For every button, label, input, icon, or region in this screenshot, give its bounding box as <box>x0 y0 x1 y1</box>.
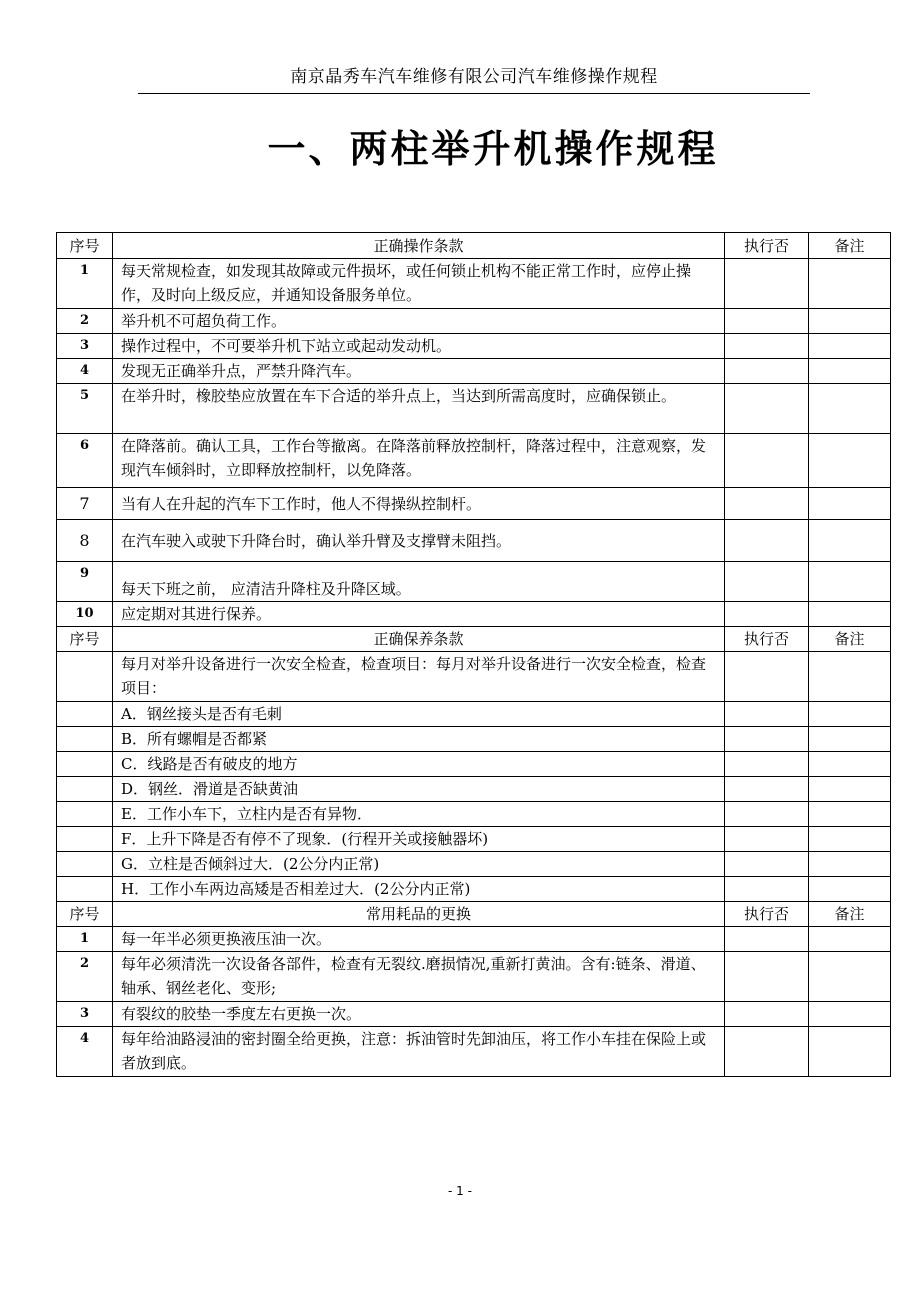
row-num: 5 <box>57 384 113 434</box>
row-num: 1 <box>57 259 113 309</box>
row-text: 在降落前。确认工具，工作台等撤离。在降落前释放控制杆，降落过程中，注意观察，发现汽车倾斜时，立即释放控制杆，以免降落。 <box>113 434 725 488</box>
row-num: 4 <box>57 359 113 384</box>
remarks-cell[interactable] <box>809 520 891 562</box>
remarks-cell[interactable] <box>809 384 891 434</box>
row-num <box>57 752 113 777</box>
table-row <box>57 1002 891 1027</box>
executed-cell[interactable] <box>725 827 809 852</box>
remarks-cell[interactable] <box>809 752 891 777</box>
row-text: C．线路是否有破皮的地方 <box>113 752 725 777</box>
remarks-cell[interactable] <box>809 877 891 902</box>
table-header-row <box>57 627 891 652</box>
executed-cell[interactable] <box>725 259 809 309</box>
row-num <box>57 827 113 852</box>
row-num: 3 <box>57 334 113 359</box>
table-row <box>57 488 891 520</box>
row-text: H．工作小车两边高矮是否相差过大．(2公分内正常) <box>113 877 725 902</box>
page-title: 一、两柱举升机操作规程 <box>267 127 719 171</box>
row-text: G．立柱是否倾斜过大．(2公分内正常) <box>113 852 725 877</box>
row-text: B．所有螺帽是否都紧 <box>113 727 725 752</box>
executed-cell[interactable] <box>725 927 809 952</box>
row-num: 4 <box>57 1027 113 1077</box>
remarks-cell[interactable] <box>809 702 891 727</box>
table-row <box>57 602 891 627</box>
executed-cell[interactable] <box>725 434 809 488</box>
row-num: 10 <box>57 602 113 627</box>
header-content: 正确操作条款 <box>113 233 725 259</box>
row-text: 应定期对其进行保养。 <box>113 602 725 627</box>
executed-cell[interactable] <box>725 777 809 802</box>
remarks-cell[interactable] <box>809 802 891 827</box>
table-row <box>57 259 891 309</box>
header-content: 常用耗品的更换 <box>113 902 725 927</box>
table-row <box>57 827 891 852</box>
executed-cell[interactable] <box>725 309 809 334</box>
remarks-cell[interactable] <box>809 309 891 334</box>
header-executed: 执行否 <box>725 902 809 927</box>
header-executed: 执行否 <box>725 233 809 259</box>
executed-cell[interactable] <box>725 702 809 727</box>
table-row <box>57 702 891 727</box>
row-num: 8 <box>57 520 113 562</box>
table-row <box>57 359 891 384</box>
row-text: 在汽车驶入或驶下升降台时，确认举升臂及支撑臂未阻挡。 <box>113 520 725 562</box>
table-row <box>57 927 891 952</box>
executed-cell[interactable] <box>725 877 809 902</box>
table-row <box>57 309 891 334</box>
executed-cell[interactable] <box>725 562 809 602</box>
remarks-cell[interactable] <box>809 777 891 802</box>
row-num: 2 <box>57 952 113 1002</box>
company-title: 南京晶秀车汽车维修有限公司汽车维修操作规程 <box>290 67 658 87</box>
row-num <box>57 877 113 902</box>
executed-cell[interactable] <box>725 852 809 877</box>
remarks-cell[interactable] <box>809 359 891 384</box>
header-content: 正确保养条款 <box>113 627 725 652</box>
row-num <box>57 727 113 752</box>
row-text: 每天下班之前， 应清洁升降柱及升降区域。 <box>113 562 725 602</box>
table-row <box>57 752 891 777</box>
row-text: D．钢丝．滑道是否缺黄油 <box>113 777 725 802</box>
remarks-cell[interactable] <box>809 434 891 488</box>
remarks-cell[interactable] <box>809 1027 891 1077</box>
header-executed: 执行否 <box>725 627 809 652</box>
table-row <box>57 777 891 802</box>
table-row <box>57 1027 891 1077</box>
row-text: E．工作小车下，立柱内是否有异物． <box>113 802 725 827</box>
table-row <box>57 384 891 434</box>
page-footer <box>0 1184 920 1198</box>
executed-cell[interactable] <box>725 802 809 827</box>
remarks-cell[interactable] <box>809 827 891 852</box>
row-text: 每年给油路浸油的密封圈全给更换，注意：拆油管时先卸油压，将工作小车挂在保险上或者放到底。 <box>113 1027 725 1077</box>
row-text: 在举升时，橡胶垫应放置在车下合适的举升点上，当达到所需高度时，应确保锁止。 <box>113 384 725 434</box>
remarks-cell[interactable] <box>809 1002 891 1027</box>
row-num <box>57 852 113 877</box>
table-header-row <box>57 233 891 259</box>
executed-cell[interactable] <box>725 359 809 384</box>
row-num: 2 <box>57 309 113 334</box>
executed-cell[interactable] <box>725 520 809 562</box>
row-num <box>57 652 113 702</box>
executed-cell[interactable] <box>725 752 809 777</box>
header-num: 序号 <box>57 233 113 259</box>
table-row <box>57 852 891 877</box>
header-remarks: 备注 <box>809 627 891 652</box>
document-header <box>138 60 810 94</box>
remarks-cell[interactable] <box>809 852 891 877</box>
header-num: 序号 <box>57 902 113 927</box>
header-num: 序号 <box>57 627 113 652</box>
remarks-cell[interactable] <box>809 952 891 1002</box>
procedure-table <box>56 232 891 1077</box>
row-num: 7 <box>57 488 113 520</box>
executed-cell[interactable] <box>725 952 809 1002</box>
row-num: 6 <box>57 434 113 488</box>
row-num <box>57 777 113 802</box>
row-num: 9 <box>57 562 113 602</box>
row-text: 每年必须清洗一次设备各部件，检查有无裂纹.磨损情况,重新打黄油。含有:链条、滑道、轴承、钢丝老化、变形; <box>113 952 725 1002</box>
row-text: 每一年半必须更换液压油一次。 <box>113 927 725 952</box>
table-header-row <box>57 902 891 927</box>
row-text: 有裂纹的胶垫一季度左右更换一次。 <box>113 1002 725 1027</box>
row-num: 1 <box>57 927 113 952</box>
row-text: 每天常规检查，如发现其故障或元件损坏，或任何锁止机构不能正常工作时，应停止操作，及时向上级反应，并通知设备服务单位。 <box>113 259 725 309</box>
row-text: F．上升下降是否有停不了现象．(行程开关或接触器坏) <box>113 827 725 852</box>
row-text: 当有人在升起的汽车下工作时，他人不得操纵控制杆。 <box>113 488 725 520</box>
header-remarks: 备注 <box>809 902 891 927</box>
remarks-cell[interactable] <box>809 727 891 752</box>
executed-cell[interactable] <box>725 384 809 434</box>
table-row <box>57 334 891 359</box>
remarks-cell[interactable] <box>809 488 891 520</box>
table-row <box>57 434 891 488</box>
table-row <box>57 877 891 902</box>
executed-cell[interactable] <box>725 1002 809 1027</box>
executed-cell[interactable] <box>725 602 809 627</box>
remarks-cell[interactable] <box>809 652 891 702</box>
executed-cell[interactable] <box>725 727 809 752</box>
row-num <box>57 702 113 727</box>
remarks-cell[interactable] <box>809 334 891 359</box>
table-row <box>57 652 891 702</box>
remarks-cell[interactable] <box>809 602 891 627</box>
row-num <box>57 802 113 827</box>
row-text: 操作过程中，不可要举升机下站立或起动发动机。 <box>113 334 725 359</box>
executed-cell[interactable] <box>725 488 809 520</box>
page-number: - 1 - <box>448 1184 472 1198</box>
row-text: A．钢丝接头是否有毛刺 <box>113 702 725 727</box>
table-row <box>57 802 891 827</box>
executed-cell[interactable] <box>725 1027 809 1077</box>
remarks-cell[interactable] <box>809 927 891 952</box>
executed-cell[interactable] <box>725 652 809 702</box>
executed-cell[interactable] <box>725 334 809 359</box>
table-row <box>57 562 891 602</box>
header-remarks: 备注 <box>809 233 891 259</box>
remarks-cell[interactable] <box>809 259 891 309</box>
table-row <box>57 952 891 1002</box>
row-text: 举升机不可超负荷工作。 <box>113 309 725 334</box>
row-text: 发现无正确举升点，严禁升降汽车。 <box>113 359 725 384</box>
remarks-cell[interactable] <box>809 562 891 602</box>
row-text: 每月对举升设备进行一次安全检查，检查项目：每月对举升设备进行一次安全检查，检查项目： <box>113 652 725 702</box>
table-row <box>57 520 891 562</box>
table-row <box>57 727 891 752</box>
row-num: 3 <box>57 1002 113 1027</box>
